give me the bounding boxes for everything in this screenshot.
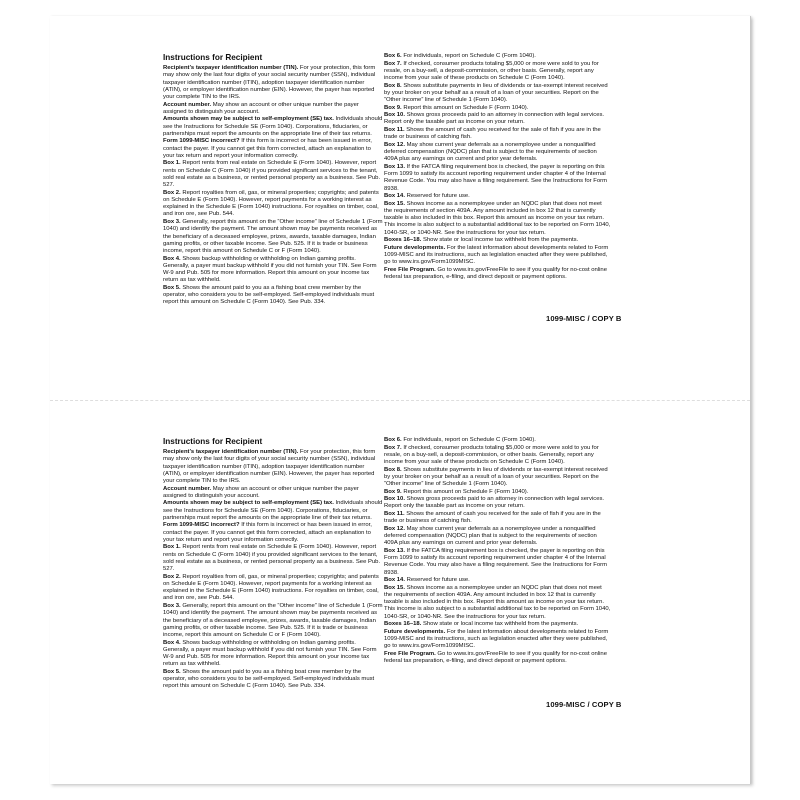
- instruction-paragraph: [163, 219, 383, 255]
- copy-label: 1099-MISC / COPY B: [546, 700, 622, 709]
- instruction-paragraph: [384, 127, 611, 142]
- instruction-paragraph: [163, 449, 383, 485]
- instruction-paragraph: [384, 267, 611, 282]
- instruction-heading: Recipient’s taxpayer identification number (TIN).: [163, 65, 299, 71]
- instruction-heading: Box 3.: [163, 219, 181, 226]
- instruction-paragraph: [384, 53, 611, 60]
- instruction-heading: Box 12.: [384, 525, 405, 532]
- instruction-text: Generally, report this amount on the “Other income” line of Schedule 1 (Form 1040) and identify the payment. The amount shown may be payments received as the beneficiary of a deceased employee, prizes, awards, taxable damages, Indian gaming profits, or other taxable income. See Pub. 525. If it is trade or business income, report this amount on Schedule C or F (Form 1040).: [163, 603, 383, 639]
- instruction-heading: Recipient’s taxpayer identification number (TIN).: [163, 449, 299, 455]
- right-column: [384, 53, 611, 282]
- instruction-text: For your protection, this form may show only the last four digits of your social security number (SSN), individual taxpayer identification number (ITIN), adoption taxpayer identification number (ATIN), or employer identification number (EIN). However, the payer has reported your complete TIN to the IRS.: [163, 65, 376, 100]
- instruction-heading: Box 15.: [384, 200, 405, 207]
- instruction-paragraph: [163, 603, 383, 639]
- instruction-paragraph: [384, 193, 611, 200]
- instruction-paragraph: [384, 201, 611, 237]
- instruction-text: Show state or local income tax withheld from the payments.: [421, 237, 579, 244]
- instruction-heading: Box 1.: [163, 544, 181, 551]
- instruction-paragraph: [384, 489, 611, 496]
- instruction-paragraph: [384, 526, 611, 548]
- instruction-text: If this form is incorrect or has been issued in error, contact the payer. If you cannot get this form corrected, attach an explanation to your tax return and report your information correctly.: [163, 522, 372, 543]
- instruction-paragraph: [384, 437, 611, 444]
- instruction-heading: Box 11.: [384, 510, 405, 517]
- instruction-paragraph: [163, 116, 383, 138]
- instruction-text: May show current year deferrals as a nonemployee under a nonqualified deferred compensation (NQDC) plan that is subject to the requirements of section 409A plus any earnings on current and prior year deferrals.: [384, 525, 597, 547]
- instruction-text: If this form is incorrect or has been issued in error, contact the payer. If you cannot get this form corrected, attach an explanation to your tax return and report your information correctly.: [163, 138, 372, 159]
- instruction-heading: Box 13.: [384, 547, 405, 554]
- instruction-paragraph: [384, 621, 611, 628]
- instruction-heading: Account number.: [163, 101, 212, 108]
- instruction-heading: Box 10.: [384, 496, 405, 503]
- instruction-text: For the latest information about developments related to Form 1099-MISC and its instructions, such as legislation enacted after they were published, go to www.irs.gov/Form1099MISC.: [384, 244, 609, 266]
- instruction-paragraph: [163, 102, 383, 117]
- instruction-text: For your protection, this form may show only the last four digits of your social security number (SSN), individual taxpayer identification number (ITIN), adoption taxpayer identification number (ATIN), or employer identification number (EIN). However, the payer has reported your complete TIN to the IRS.: [163, 449, 376, 484]
- instruction-text: Reserved for future use.: [404, 577, 470, 584]
- instruction-heading: Box 8.: [384, 466, 402, 473]
- instruction-paragraph: [384, 496, 611, 511]
- instruction-paragraph: [384, 577, 611, 584]
- instruction-text: Shows gross proceeds paid to an attorney in connection with legal services. Report only the taxable part as income on your return.: [384, 496, 605, 510]
- instruction-paragraph: [384, 237, 611, 244]
- copy-label: 1099-MISC / COPY B: [546, 314, 622, 323]
- instruction-text: For individuals, report on Schedule C (Form 1040).: [401, 437, 536, 443]
- instruction-text: Shows gross proceeds paid to an attorney in connection with legal services. Report only the taxable part as income on your return.: [384, 112, 605, 126]
- instruction-text: Go to www.irs.gov/FreeFile to see if you qualify for no-cost online federal tax preparation, e-filing, and direct deposit or payment options.: [384, 266, 607, 281]
- instruction-heading: Box 3.: [163, 603, 181, 610]
- instruction-text: Show state or local income tax withheld from the payments.: [421, 621, 579, 628]
- instruction-heading: Box 12.: [384, 141, 405, 148]
- instruction-paragraph: [163, 285, 383, 307]
- instruction-paragraph: [163, 640, 383, 669]
- instruction-paragraph: [163, 522, 383, 544]
- instruction-heading: Box 14.: [384, 577, 405, 584]
- instruction-text: Report this amount on Schedule F (Form 1040).: [401, 488, 529, 495]
- instruction-heading: Box 1.: [163, 160, 181, 167]
- instructions-title: Instructions for Recipient: [163, 437, 263, 446]
- instruction-text: If checked, consumer products totaling $5,000 or more were sold to you for resale, on a buy-sell, a deposit-commission, or other basis. Generally, report any income from your sale of these products on Schedule C (Form 1040).: [384, 60, 599, 82]
- instruction-text: Generally, report this amount on the “Other income” line of Schedule 1 (Form 1040) and identify the payment. The amount shown may be payments received as the beneficiary of a deceased employee, prizes, awards, taxable damages, Indian gaming profits, or other taxable income. See Pub. 525. If it is trade or business income, report this amount on Schedule C or F (Form 1040).: [163, 219, 383, 255]
- left-column: [163, 53, 383, 307]
- instruction-text: If the FATCA filing requirement box is checked, the payer is reporting on this Form 1099 to satisfy its account reporting requirement under chapter 4 of the Internal Revenue Code. You may also have a filing requirement. See the Instructions for Form 8938.: [384, 547, 607, 576]
- instruction-paragraph: [163, 500, 383, 522]
- instruction-paragraph: [163, 138, 383, 160]
- instruction-paragraph: [163, 65, 383, 101]
- instruction-paragraph: [384, 164, 611, 193]
- left-column: [163, 437, 383, 691]
- instruction-heading: Form 1099-MISC incorrect?: [163, 138, 240, 145]
- instruction-heading: Box 9.: [384, 104, 402, 111]
- instruction-heading: Future developments.: [384, 628, 446, 635]
- instruction-text: Report this amount on Schedule F (Form 1040).: [401, 104, 529, 111]
- instruction-heading: Box 2.: [163, 189, 181, 196]
- instruction-heading: Box 15.: [384, 584, 405, 591]
- instruction-text: Shows backup withholding or withholding on Indian gaming profits. Generally, a payer must backup withhold if you did not furnish your TIN. See Form W-9 and Pub. 505 for more information. Report this amount on your income tax return as tax withheld.: [163, 639, 377, 668]
- instruction-paragraph: [163, 669, 383, 691]
- instruction-text: May show an account or other unique number the payer assigned to distinguish your account.: [163, 485, 359, 499]
- instruction-heading: Box 10.: [384, 112, 405, 119]
- instruction-paragraph: [163, 544, 383, 573]
- instruction-paragraph: [384, 112, 611, 127]
- instruction-paragraph: [384, 651, 611, 666]
- instruction-text: Shows the amount paid to you as a fishing boat crew member by the operator, who considers you to be self-employed. Self-employed individuals must report this amount on Schedule C (Form 1040). See Pub. 334.: [163, 668, 375, 690]
- instruction-heading: Box 4.: [163, 639, 181, 646]
- instruction-heading: Box 5.: [163, 284, 181, 291]
- instruction-text: Shows backup withholding or withholding on Indian gaming profits. Generally, a payer must backup withhold if you did not furnish your TIN. See Form W-9 and Pub. 505 for more information. Report this amount on your income tax return as tax withheld.: [163, 255, 377, 284]
- instruction-text: May show current year deferrals as a nonemployee under a nonqualified deferred compensation (NQDC) plan that is subject to the requirements of section 409A plus any earnings on current and prior year deferrals.: [384, 141, 597, 163]
- instruction-text: Report rents from real estate on Schedule E (Form 1040). However, report rents on Schedule C (Form 1040) if you provided significant services to the tenant, sold real estate as a business, or rented personal property as a business. See Pub. 527.: [163, 544, 381, 573]
- instruction-heading: Box 4.: [163, 255, 181, 262]
- instruction-heading: Free File Program.: [384, 266, 436, 273]
- instruction-heading: Box 8.: [384, 82, 402, 89]
- instruction-text: Shows the amount of cash you received for the sale of fish if you are in the trade or business of catching fish.: [384, 126, 601, 141]
- instruction-text: Shows income as a nonemployee under an NQDC plan that does not meet the requirements of section 409A. Any amount included in box 12 that is currently taxable is also included in this box. Report this amount as income on your tax return. This income is also subject to a substantial additional tax to be reported on Form 1040, 1040-SR, or 1040-NR. See the instructions for your tax return.: [384, 200, 611, 236]
- instruction-paragraph: [384, 629, 611, 651]
- instruction-paragraph: [163, 256, 383, 285]
- instruction-text: May show an account or other unique number the payer assigned to distinguish your account.: [163, 101, 359, 115]
- instruction-heading: Future developments.: [384, 244, 446, 251]
- instruction-paragraph: [384, 142, 611, 164]
- instructions-copy-bottom: [50, 400, 750, 780]
- instruction-paragraph: [384, 83, 611, 105]
- instruction-heading: Box 11.: [384, 126, 405, 133]
- instruction-text: Shows the amount paid to you as a fishing boat crew member by the operator, who considers you to be self-employed. Self-employed individuals must report this amount on Schedule C (Form 1040). See Pub. 334.: [163, 284, 375, 306]
- instruction-paragraph: [384, 61, 611, 83]
- instruction-heading: Box 6.: [384, 53, 402, 59]
- instruction-text: Report royalties from oil, gas, or mineral properties; copyrights; and patents on Schedule E (Form 1040). However, report payments for a working interest as explained in the Schedule E (Form 1040) instructions. For royalties on timber, coal, and iron ore, see Pub. 544.: [163, 189, 379, 218]
- instruction-text: Go to www.irs.gov/FreeFile to see if you qualify for no-cost online federal tax preparation, e-filing, and direct deposit or payment options.: [384, 650, 607, 665]
- instruction-text: For the latest information about developments related to Form 1099-MISC and its instructions, such as legislation enacted after they were published, go to www.irs.gov/Form1099MISC.: [384, 628, 609, 650]
- instruction-paragraph: [384, 245, 611, 267]
- instruction-paragraph: [384, 548, 611, 577]
- instruction-heading: Box 14.: [384, 193, 405, 200]
- instruction-text: Shows substitute payments in lieu of dividends or tax-exempt interest received by your broker on your behalf as a result of a loan of your securities. Report on the “Other income” line of Schedule 1 (Form 1040).: [384, 466, 608, 488]
- instruction-text: Individuals should see the Instructions for Schedule SE (Form 1040). Corporations, fiduciaries, or partnerships must report the amounts on the appropriate line of their tax returns.: [163, 116, 383, 137]
- instruction-heading: Box 2.: [163, 573, 181, 580]
- instruction-text: If checked, consumer products totaling $5,000 or more were sold to you for resale, on a buy-sell, a deposit-commission, or other basis. Generally, report any income from your sale of these products on Schedule C (Form 1040).: [384, 444, 599, 466]
- instruction-text: Report rents from real estate on Schedule E (Form 1040). However, report rents on Schedule C (Form 1040) if you provided significant services to the tenant, sold real estate as a business, or rented personal property as a business. See Pub. 527.: [163, 160, 381, 189]
- instruction-heading: Boxes 16–18.: [384, 237, 422, 244]
- instruction-heading: Free File Program.: [384, 650, 436, 657]
- instruction-paragraph: [384, 511, 611, 526]
- instruction-heading: Box 5.: [163, 668, 181, 675]
- instruction-paragraph: [384, 445, 611, 467]
- instruction-text: For individuals, report on Schedule C (Form 1040).: [401, 53, 536, 59]
- instruction-heading: Account number.: [163, 485, 212, 492]
- instruction-paragraph: [163, 486, 383, 501]
- instruction-text: Report royalties from oil, gas, or mineral properties; copyrights; and patents on Schedule E (Form 1040). However, report payments for a working interest as explained in the Schedule E (Form 1040) instructions. For royalties on timber, coal, and iron ore, see Pub. 544.: [163, 573, 379, 602]
- instructions-copy-top: [50, 16, 750, 396]
- instructions-title: Instructions for Recipient: [163, 53, 263, 62]
- instruction-paragraph: [384, 585, 611, 621]
- instruction-text: Shows substitute payments in lieu of dividends or tax-exempt interest received by your broker on your behalf as a result of a loan of your securities. Report on the “Other income” line of Schedule 1 (Form 1040).: [384, 82, 608, 104]
- instruction-heading: Form 1099-MISC incorrect?: [163, 522, 240, 529]
- instruction-heading: Box 9.: [384, 488, 402, 495]
- perforation-line: [50, 400, 750, 401]
- instruction-paragraph: [163, 574, 383, 603]
- instruction-text: Shows the amount of cash you received for the sale of fish if you are in the trade or business of catching fish.: [384, 510, 601, 525]
- instruction-text: Individuals should see the Instructions for Schedule SE (Form 1040). Corporations, fiduciaries, or partnerships must report the amounts on the appropriate line of their tax returns.: [163, 500, 383, 521]
- right-column: [384, 437, 611, 666]
- instruction-heading: Box 7.: [384, 444, 402, 451]
- instruction-heading: Box 13.: [384, 163, 405, 170]
- instruction-paragraph: [163, 160, 383, 189]
- instruction-paragraph: [384, 105, 611, 112]
- instruction-text: Shows income as a nonemployee under an NQDC plan that does not meet the requirements of section 409A. Any amount included in box 12 that is currently taxable is also included in this box. Report this amount as income on your tax return. This income is also subject to a substantial additional tax to be reported on Form 1040, 1040-SR, or 1040-NR. See the instructions for your tax return.: [384, 584, 611, 620]
- instruction-paragraph: [384, 467, 611, 489]
- instruction-text: Reserved for future use.: [404, 193, 470, 200]
- instruction-heading: Amounts shown may be subject to self-employment (SE) tax.: [163, 500, 334, 507]
- instruction-heading: Box 6.: [384, 437, 402, 443]
- instruction-heading: Amounts shown may be subject to self-employment (SE) tax.: [163, 116, 334, 123]
- instruction-heading: Boxes 16–18.: [384, 621, 422, 628]
- instruction-paragraph: [163, 190, 383, 219]
- instruction-heading: Box 7.: [384, 60, 402, 67]
- instruction-text: If the FATCA filing requirement box is checked, the payer is reporting on this Form 1099 to satisfy its account reporting requirement under chapter 4 of the Internal Revenue Code. You may also have a filing requirement. See the Instructions for Form 8938.: [384, 163, 607, 192]
